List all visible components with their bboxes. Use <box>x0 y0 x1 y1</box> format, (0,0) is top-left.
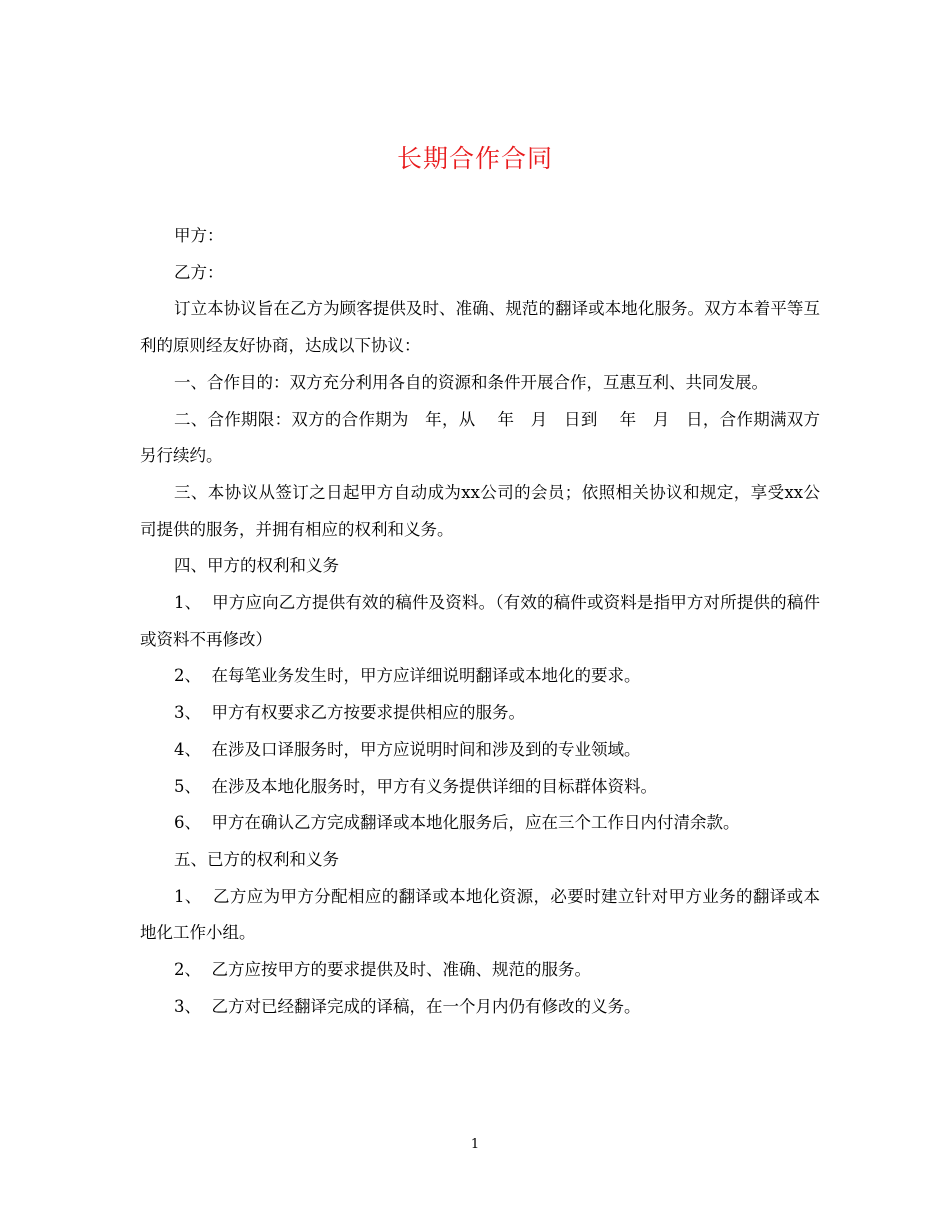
party-b-line: 乙方： <box>174 262 224 282</box>
party-a-item: 3、 甲方有权要求乙方按要求提供相应的服务。 <box>174 703 525 723</box>
party-a-line: 甲方： <box>174 226 224 245</box>
page-number: 1 <box>470 1137 480 1152</box>
party-b-item: 2、 乙方应按甲方的要求提供及时、准确、规范的服务。 <box>174 960 591 980</box>
party-b-item: 3、 乙方对已经翻译完成的译稿，在一个月内仍有修改的义务。 <box>174 996 641 1016</box>
party-a-item: 4、 在涉及口译服务时，甲方应说明时间和涉及到的专业领域。 <box>174 739 641 759</box>
section-heading-party-a: 四、甲方的权利和义务 <box>174 556 339 576</box>
party-a-item: 2、 在每笔业务发生时，甲方应详细说明翻译或本地化的要求。 <box>174 666 641 686</box>
section-heading-party-b: 五、已方的权利和义务 <box>174 849 339 869</box>
document-title: 长期合作合同 <box>396 144 553 173</box>
party-a-item: 6、 甲方在确认乙方完成翻译或本地化服务后，应在三个工作日内付清余款。 <box>174 813 740 833</box>
party-a-item: 1、 甲方应向乙方提供有效的稿件及资料。（有效的稿件或资料是指甲方对所提供的稿件或资料不再修改） <box>140 593 820 649</box>
intro-paragraph: 订立本协议旨在乙方为顾客提供及时、准确、规范的翻译或本地化服务。双方本着平等互利的原则经友好协商，达成以下协议： <box>140 299 820 356</box>
party-a-item: 5、 在涉及本地化服务时，甲方有义务提供详细的目标群体资料。 <box>174 776 657 796</box>
clause-term: 二、合作期限：双方的合作期为 年，从 年 月 日到 年 月 日，合作期满双方另行续约。 <box>140 409 820 466</box>
document-body <box>140 218 820 1025</box>
clause-membership: 三、本协议从签订之日起甲方自动成为xx公司的会员；依照相关协议和规定，享受xx公司提供的服务，并拥有相应的权利和义务。 <box>140 482 820 539</box>
party-b-item: 1、 乙方应为甲方分配相应的翻译或本地化资源，必要时建立针对甲方业务的翻译或本地化工作小组。 <box>140 886 820 943</box>
clause-purpose: 一、合作目的：双方充分利用各自的资源和条件开展合作，互惠互利、共同发展。 <box>174 372 768 392</box>
